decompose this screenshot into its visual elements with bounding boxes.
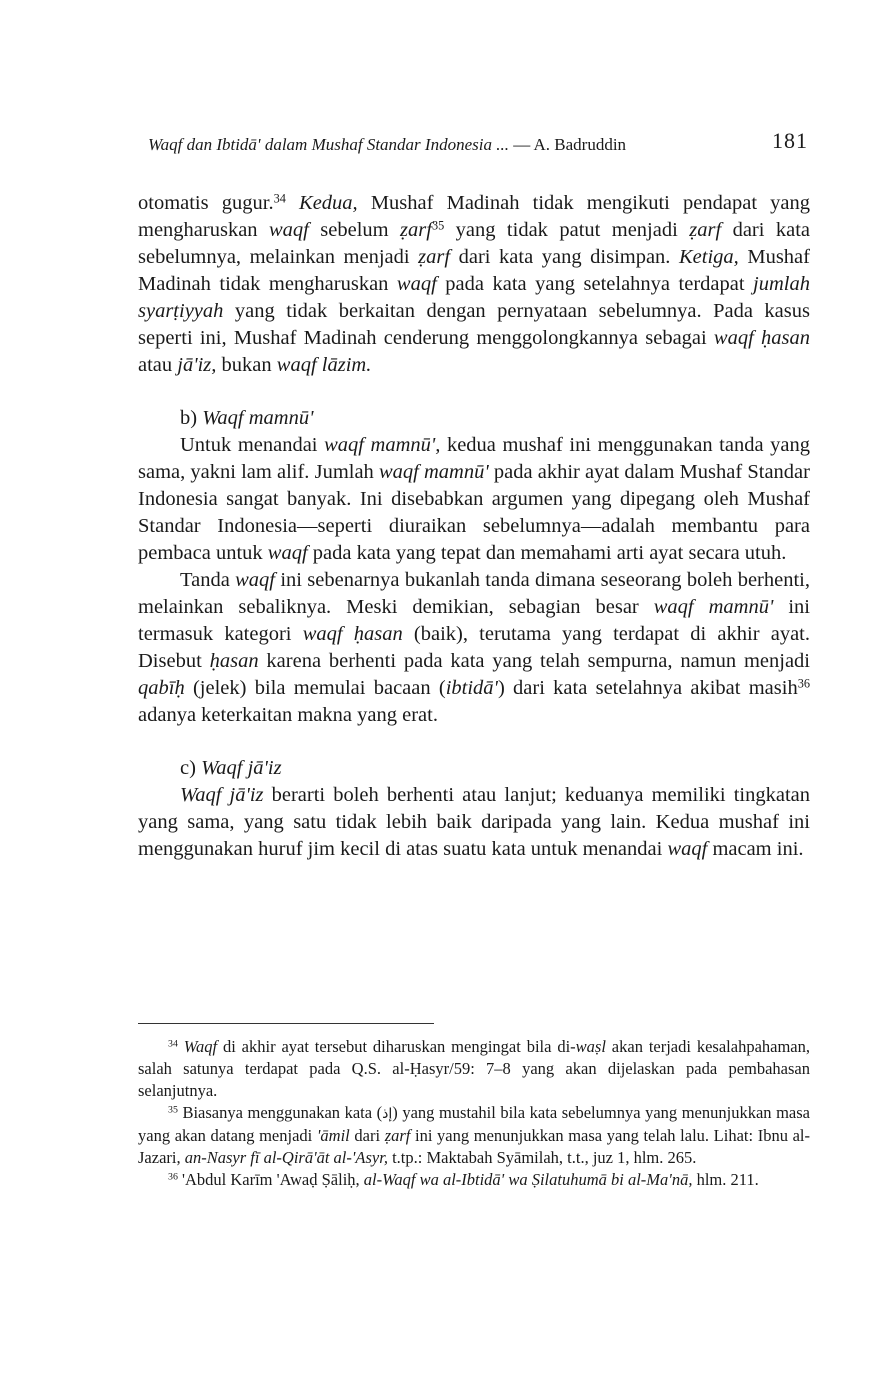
page-number: 181 <box>772 128 808 153</box>
footnotes <box>138 1036 810 1191</box>
paragraph-4: Waqf jā'iz berarti boleh berhenti atau lanjut; keduanya memiliki tingkatan yang sama, yang satu tidak lebih baik daripada yang lain. Kedua mushaf ini menggunakan huruf jim kecil di atas suatu kata untuk menandai waqf macam ini. <box>138 784 810 860</box>
header-title: Waqf dan Ibtidā' dalam Mushaf Standar Indonesia ... — A. Badruddin <box>148 135 627 154</box>
footnote-ref-36: 36 <box>797 676 810 691</box>
section-heading-c: c) Waqf jā'iz <box>180 757 282 779</box>
paragraph-2: Untuk menandai waqf mamnū', kedua mushaf ini menggunakan tanda yang sama, yakni lam alif. Jumlah waqf mamnū' pada akhir ayat dalam Mushaf Standar Indonesia sangat banyak. Ini disebabkan argumen yang dipegang oleh Mushaf Standar Indonesia—seperti diuraikan sebelumnya—adalah membantu para pembaca untuk waqf pada kata yang tepat dan memahami arti ayat secara utuh. <box>138 434 810 564</box>
footnote-ref-35: 35 <box>431 218 445 233</box>
main-text <box>138 190 810 863</box>
section-heading-b: b) Waqf mamnū' <box>180 407 314 429</box>
footnote-35: $^{35}$ Biasanya menggunakan kata (إذ) yang mustahil bila kata sebelumnya yang menunjukkan masa yang akan datang menjadi 'āmil dari ẓarf ini yang menunjukkan masa yang telah lalu. Lihat: Ibnu al-Jazari, an-Nasyr fī al-Qirā'āt al-'Asyr, t.tp.: Maktabah Syāmilah, t.t., juz 1, hlm. 265. <box>138 1103 810 1167</box>
footnote-separator <box>138 1023 434 1024</box>
paragraph-3: Tanda waqf ini sebenarnya bukanlah tanda dimana seseorang boleh berhenti, melainkan sebaliknya. Meski demikian, sebagian besar waqf mamnū' ini termasuk kategori waqf ḥasan (baik), terutama yang terdapat di akhir ayat. Disebut ḥasan karena berhenti pada kata yang telah sempurna, namun menjadi qabīḥ (jelek) bila memulai bacaan (ibtidā') dari kata setelahnya akibat masih$^{36}$ adanya keterkaitan makna yang erat. <box>138 569 810 726</box>
footnote-ref-34: 34 <box>273 191 286 206</box>
paragraph-1: otomatis gugur.$^{34}$ Kedua, Mushaf Madinah tidak mengikuti pendapat yang mengharuskan waqf sebelum ẓarf$^{35}$ yang tidak patut menjadi ẓarf dari kata sebelumnya, melainkan menjadi ẓarf dari kata yang disimpan. Ketiga, Mushaf Madinah tidak mengharuskan waqf pada kata yang setelahnya terdapat jumlah syarṭiyyah yang tidak berkaitan dengan pernyataan sebelumnya. Pada kasus seperti ini, Mushaf Madinah cenderung menggolongkannya sebagai waqf ḥasan atau jā'iz, bukan waqf lāzim. <box>138 191 811 376</box>
footnote-36: $^{36}$ 'Abdul Karīm 'Awaḍ Ṣāliḥ, al-Waqf wa al-Ibtidā' wa Ṣilatuhumā bi al-Ma'nā, hlm. 211. <box>168 1170 759 1189</box>
running-header <box>148 128 808 162</box>
footnote-34: $^{34}$ Waqf di akhir ayat tersebut diharuskan mengingat bila di-waṣl akan terjadi kesalahpahaman, salah satunya terdapat pada Q.S. al-Ḥasyr/59: 7–8 yang akan dijelaskan pada pembahasan selanjutnya. <box>138 1037 810 1100</box>
header-author: A. Badruddin <box>533 135 627 154</box>
arabic-word: إذ <box>382 1106 393 1122</box>
